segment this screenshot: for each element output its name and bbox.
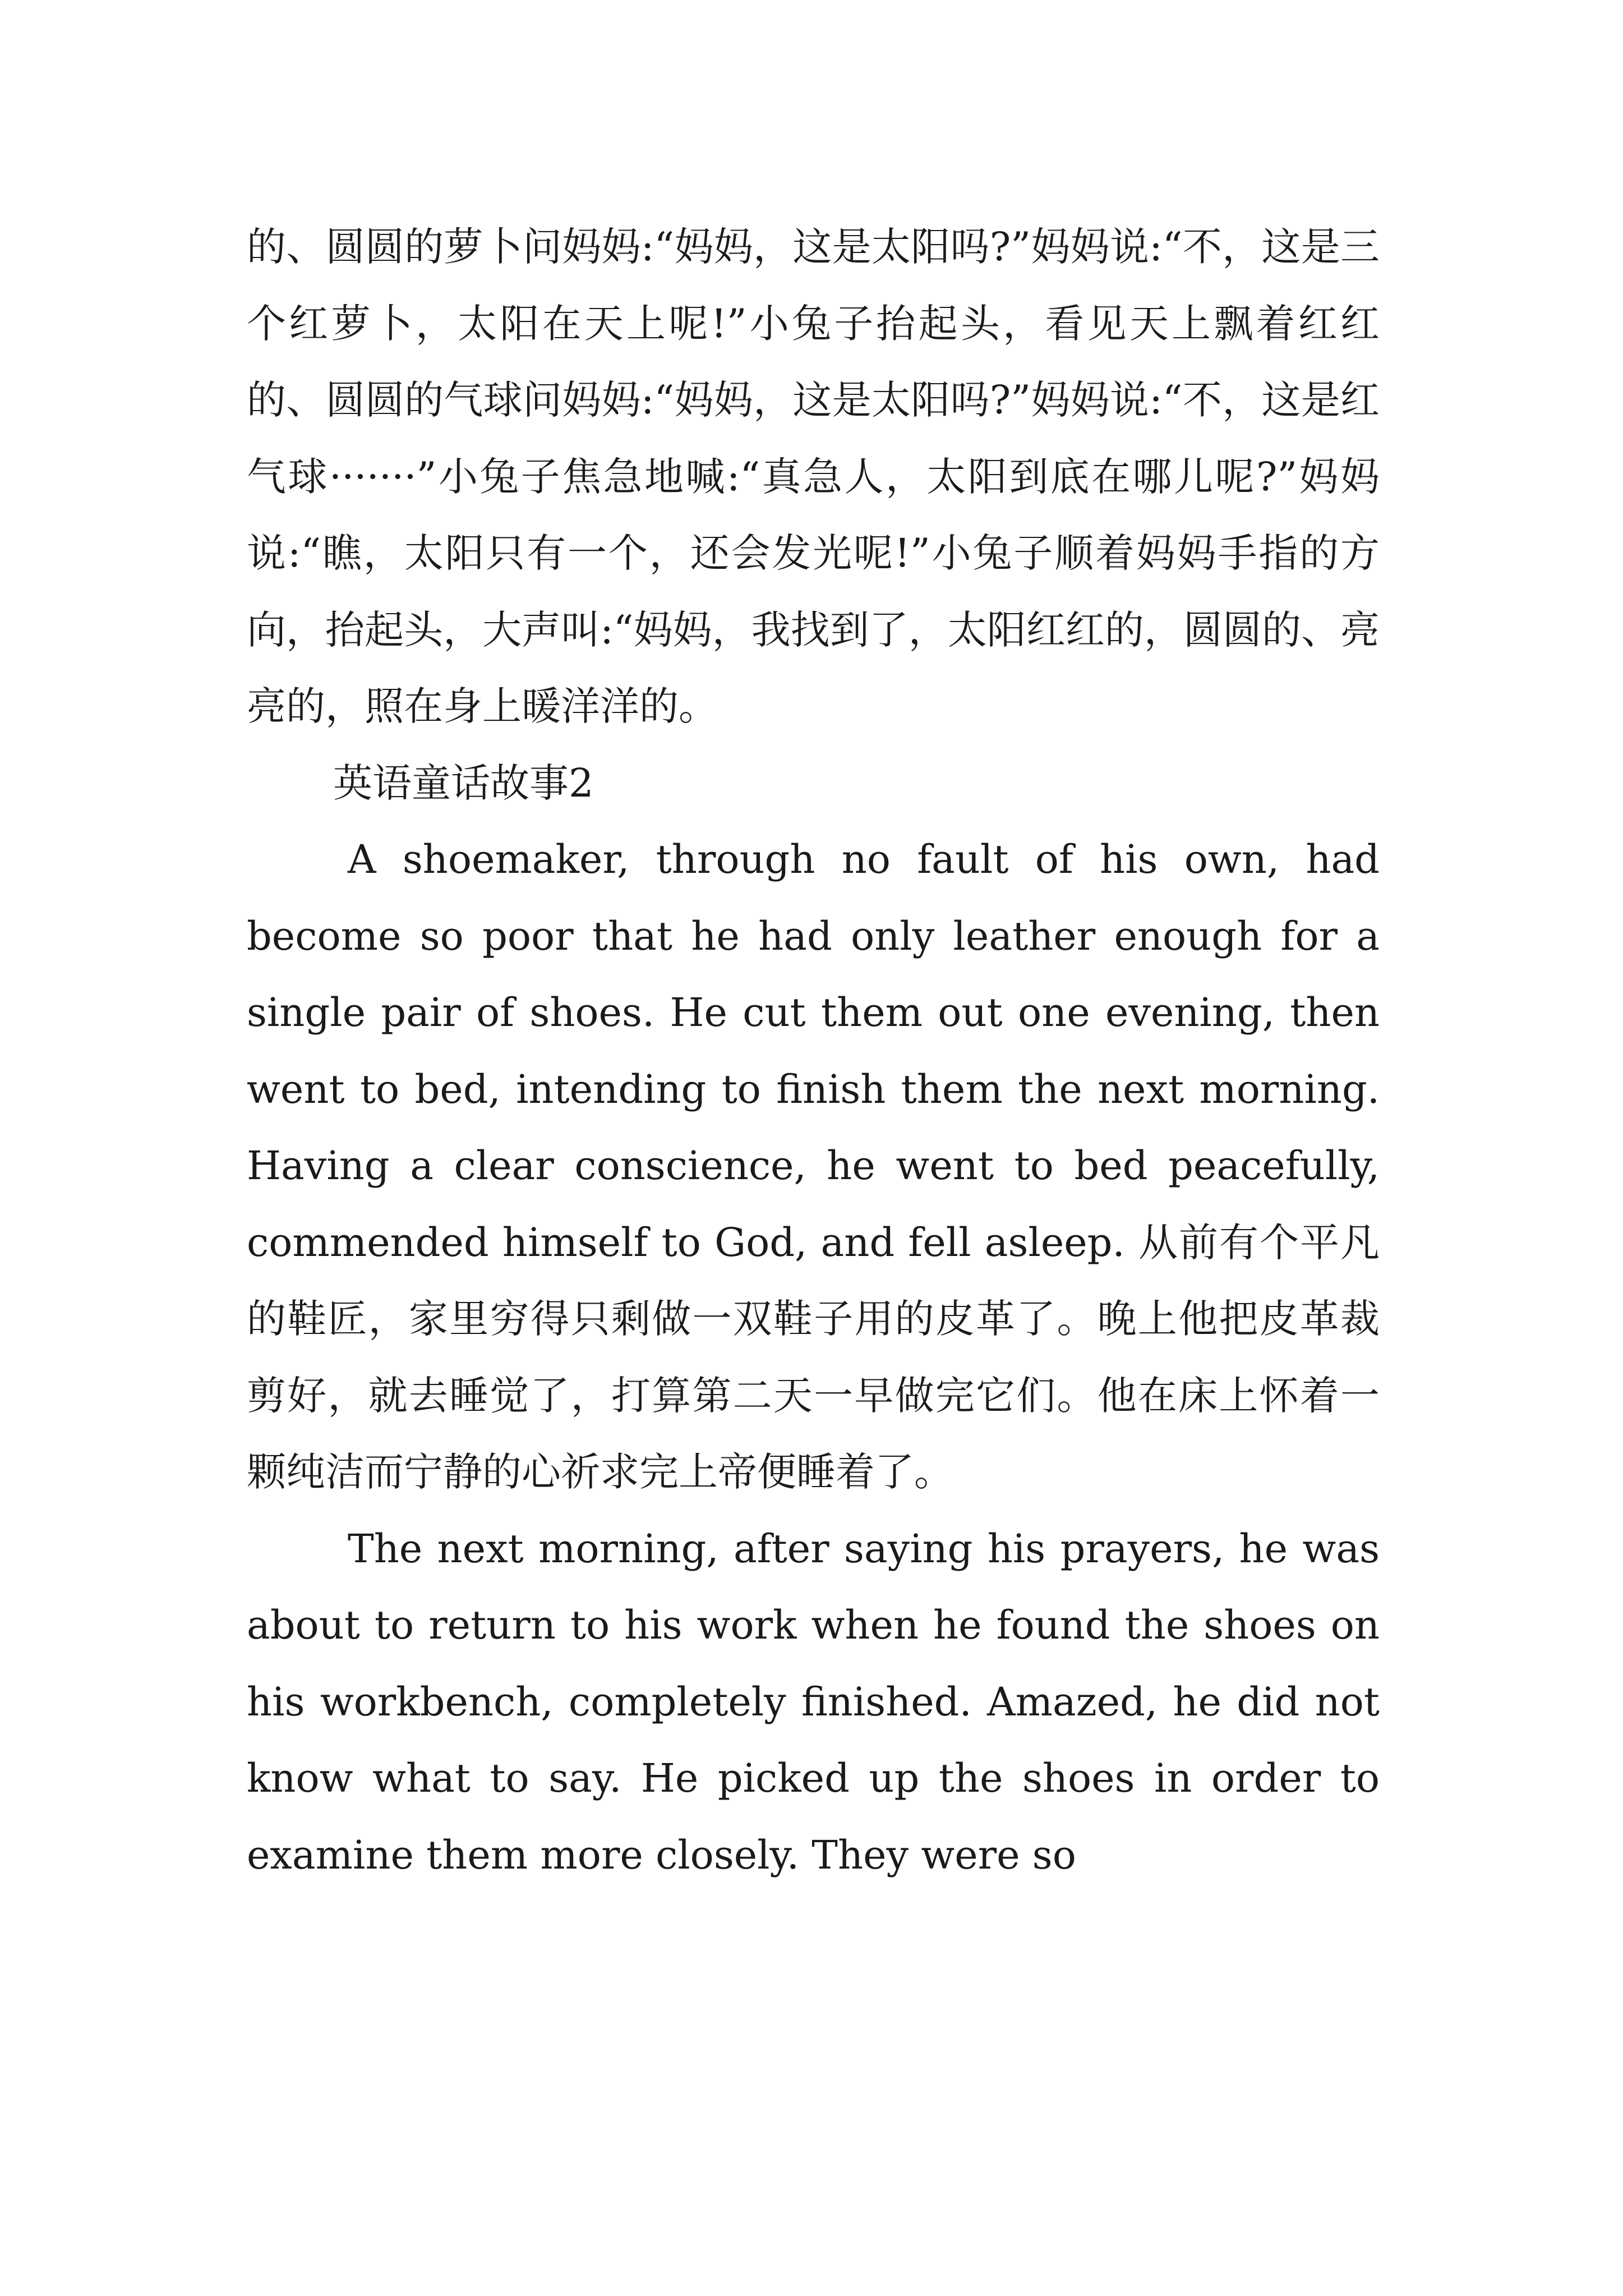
document-page [247, 209, 1380, 1893]
section-heading: 英语童话故事2 [333, 760, 594, 806]
story-continuation-paragraph: 的、圆圆的萝卜问妈妈:“妈妈，这是太阳吗?”妈妈说:“不，这是三个红萝卜，太阳在天上呢!”小兔子抬起头，看见天上飘着红红的、圆圆的气球问妈妈:“妈妈，这是太阳吗?”妈妈说:“不，这是红气球·······”小兔子焦急地喊:“真急人，太阳到底在哪儿呢?”妈妈说:“瞧，太阳只有一个，还会发光呢!”小兔子顺着妈妈手指的方向，抬起头，大声叫:“妈妈，我找到了，太阳红红的，圆圆的、亮亮的，照在身上暖洋洋的。 [247, 224, 1380, 729]
english-paragraph-2: The next morning, after saying his prayers, he was about to return to his work when he found the shoes on his workbench, completely finished. Amazed, he did not know what to say. He picked up the shoes in order to examine them more closely. They were so [247, 1525, 1380, 1878]
english-paragraph-1: A shoemaker, through no fault of his own, had become so poor that he had only leather enough for a single pair of shoes. He cut them out one evening, then went to bed, intending to finish them the next morning. Having a clear conscience, he went to bed peacefully, commended himself to God, and fell asleep. 从前有个平凡的鞋匠，家里穷得只剩做一双鞋子用的皮革了。晚上他把皮革裁剪好，就去睡觉了，打算第二天一早做完它们。他在床上怀着一颗纯洁而宁静的心祈求完上帝便睡着了。 [247, 836, 1380, 1495]
